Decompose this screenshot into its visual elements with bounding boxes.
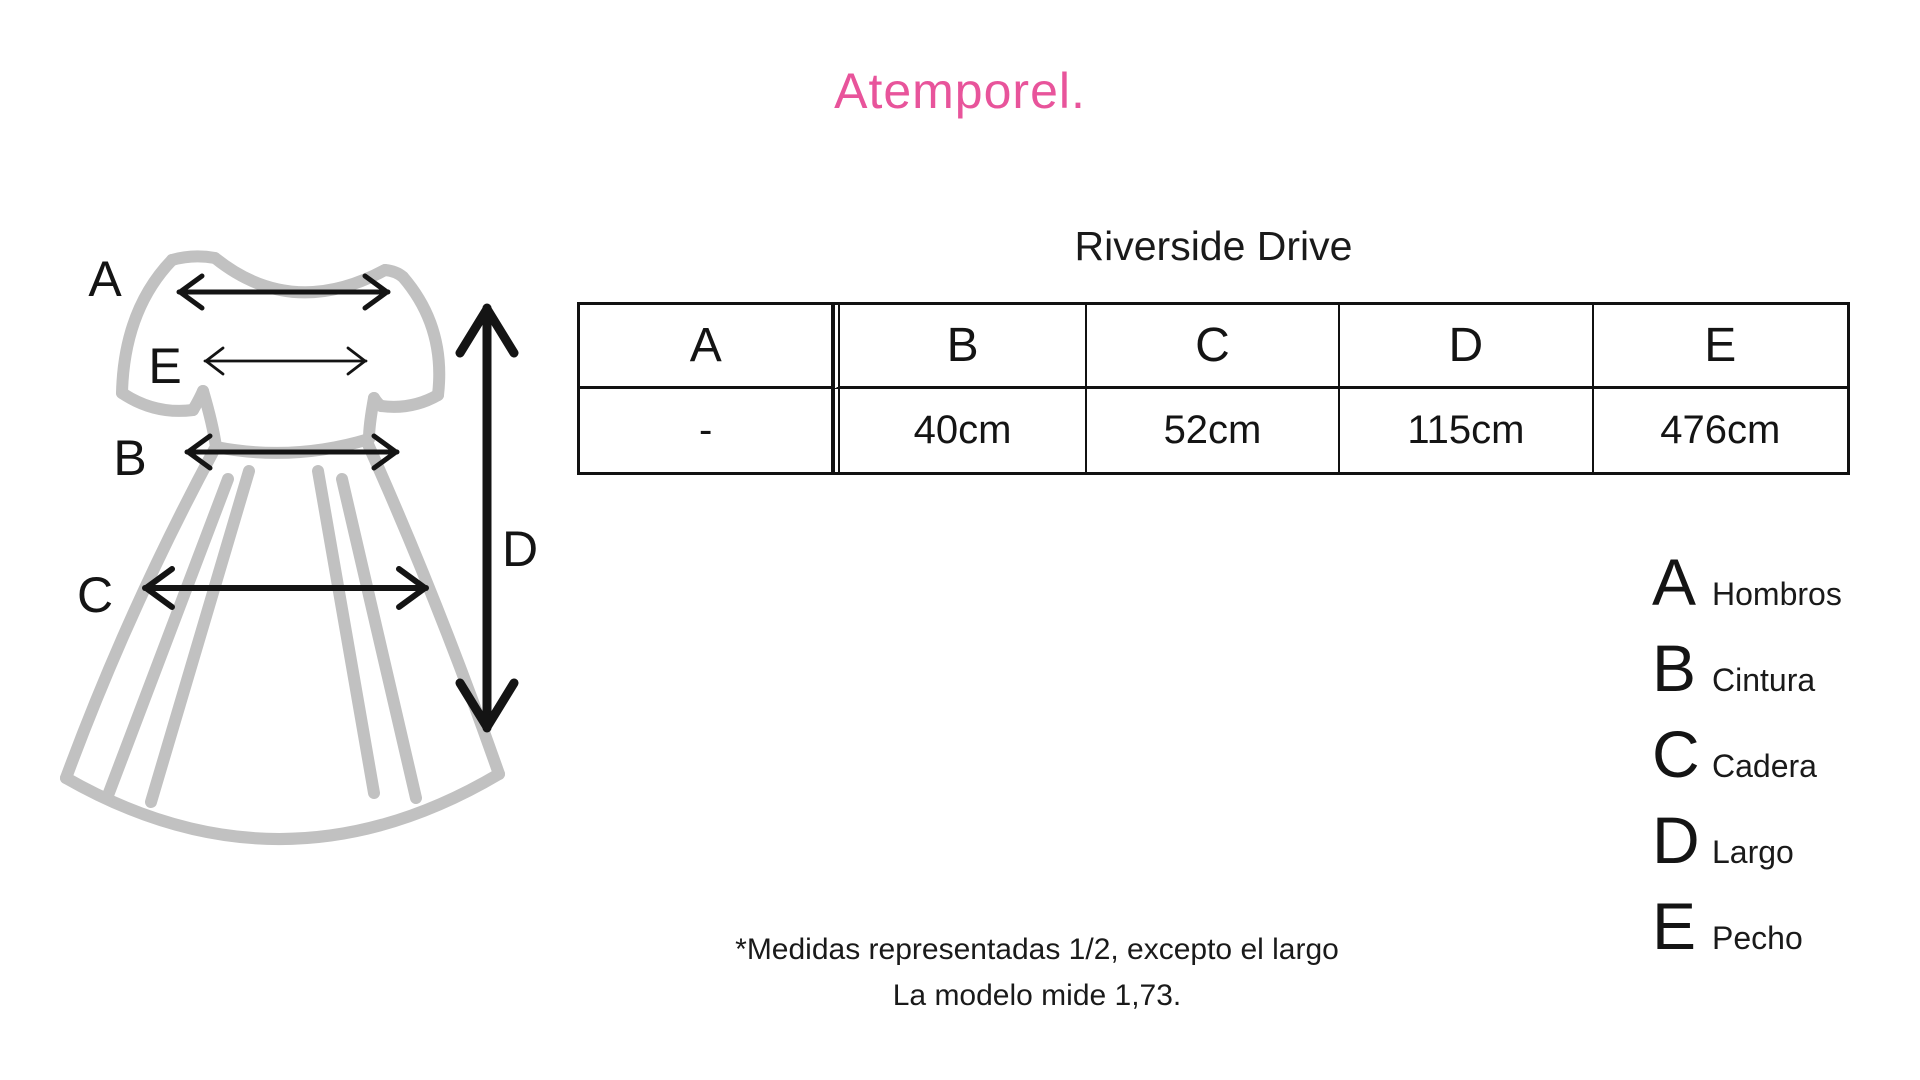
diagram-label-c: C bbox=[76, 567, 114, 623]
table-header-e: E bbox=[1594, 305, 1847, 389]
legend-label: Pecho bbox=[1712, 920, 1803, 956]
legend-item-pecho bbox=[1652, 883, 1912, 969]
legend-item-cintura bbox=[1652, 625, 1912, 711]
measure-arrow-e bbox=[205, 348, 366, 374]
measure-arrow-d bbox=[460, 308, 514, 728]
table-header-c: C bbox=[1087, 305, 1340, 389]
dress-measurement-diagram bbox=[0, 225, 560, 875]
table-values-row bbox=[580, 389, 1847, 472]
legend-key: E bbox=[1652, 889, 1697, 963]
table-value-d: 115cm bbox=[1340, 389, 1593, 472]
diagram-label-e: E bbox=[148, 338, 182, 394]
footnote-line-2: La modelo mide 1,73. bbox=[892, 979, 1182, 1012]
table-value-e: 476cm bbox=[1660, 408, 1781, 452]
diagram-label-d: D bbox=[501, 521, 539, 577]
table-value-c: 52cm bbox=[1087, 389, 1340, 472]
table-value-a: - bbox=[580, 389, 833, 472]
legend-key: D bbox=[1652, 803, 1700, 877]
measurements-legend bbox=[1652, 539, 1912, 969]
table-value-b: 40cm bbox=[833, 389, 1086, 472]
legend-label: Cadera bbox=[1712, 748, 1817, 784]
product-name: Riverside Drive bbox=[1074, 223, 1353, 269]
footnote bbox=[437, 927, 1637, 1019]
diagram-label-a: A bbox=[88, 251, 122, 307]
legend-item-hombros bbox=[1652, 539, 1912, 625]
measurements-table bbox=[577, 302, 1850, 475]
table-header-b: B bbox=[833, 305, 1086, 389]
legend-label: Cintura bbox=[1712, 662, 1816, 698]
legend-key: B bbox=[1652, 631, 1697, 705]
footnote-line-1: *Medidas representadas 1/2, excepto el largo bbox=[735, 933, 1339, 966]
legend-item-largo bbox=[1652, 797, 1912, 883]
brand-title: Atemporel. bbox=[834, 63, 1086, 119]
table-header-row bbox=[580, 305, 1847, 389]
dress-sketch bbox=[66, 256, 499, 839]
legend-label: Largo bbox=[1712, 834, 1794, 870]
legend-key: A bbox=[1652, 545, 1697, 619]
table-header-d: D bbox=[1340, 305, 1593, 389]
diagram-label-b: B bbox=[113, 430, 147, 486]
legend-key: C bbox=[1652, 717, 1700, 791]
legend-item-cadera bbox=[1652, 711, 1912, 797]
table-header-a: A bbox=[580, 305, 833, 389]
legend-label: Hombros bbox=[1712, 576, 1842, 612]
